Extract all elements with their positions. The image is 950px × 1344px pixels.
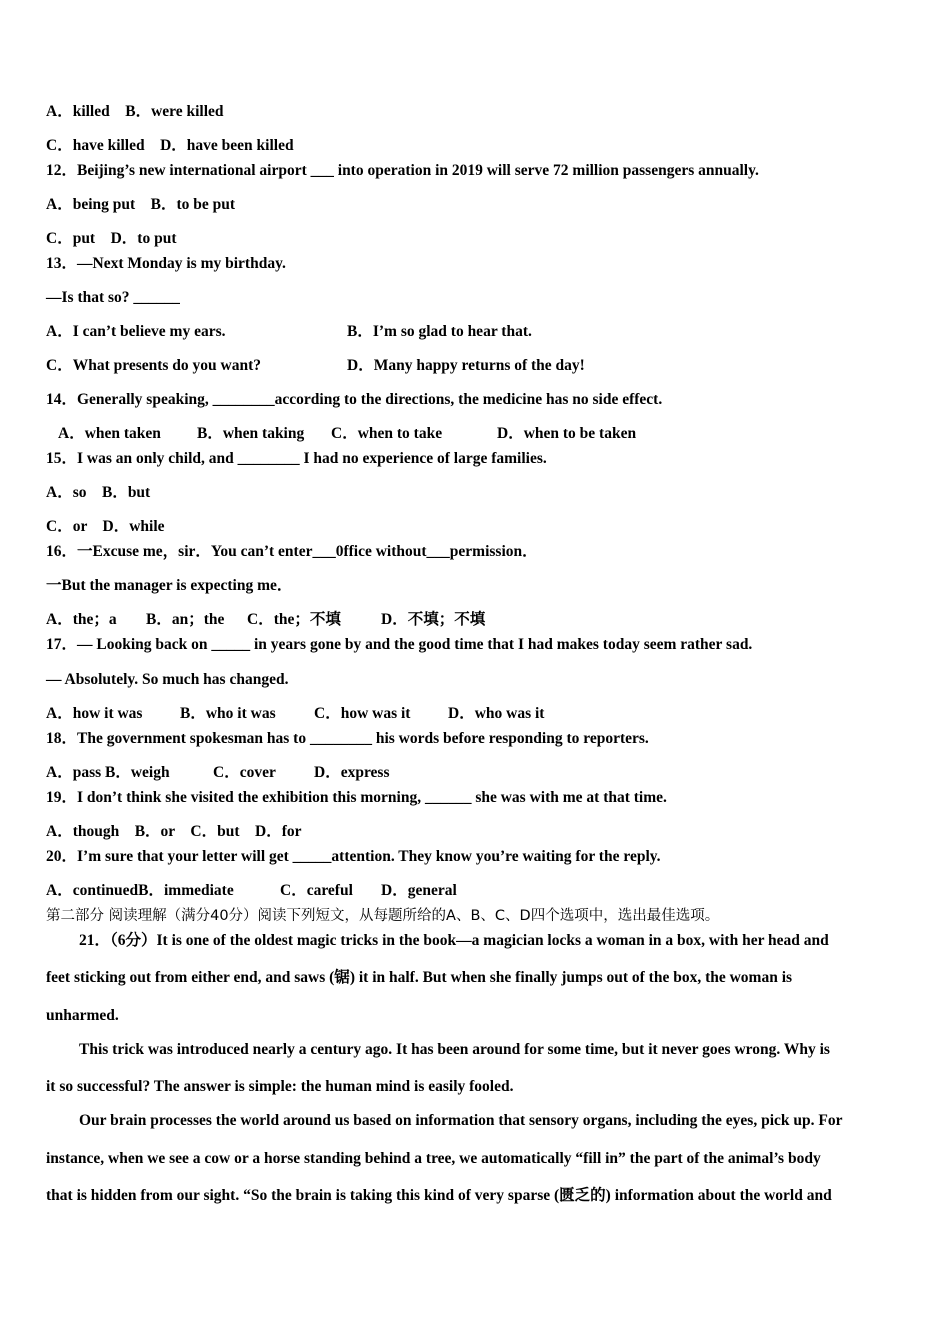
q20-option-ab: A．continuedB．immediate [46,882,234,899]
q13-stem: 13．—Next Monday is my birthday. [46,255,286,272]
passage-p3-line3: that is hidden from our sight. “So the brain is taking this kind of very sparse (匮乏的) information about the world and [46,1187,832,1204]
q11-options-row1: A．killed B．were killed [46,103,224,120]
q15-stem: 15．I was an only child, and ________ I had no experience of large families. [46,450,547,467]
passage-p1-line3: unharmed. [46,1007,119,1024]
q17-reply: — Absolutely. So much has changed. [46,671,289,688]
q13-option-d: D．Many happy returns of the day! [347,357,585,374]
q13-option-b: B．I’m so glad to hear that. [347,323,532,340]
q17-option-b: B．who it was [180,705,276,722]
q17-stem: 17．— Looking back on _____ in years gone by and the good time that I had makes today seem rather sad. [46,636,753,653]
q12-stem: 12．Beijing’s new international airport ___ into operation in 2019 will serve 72 million passengers annually. [46,162,759,179]
q16-option-a: A．the；a [46,611,117,628]
q15-options-row1: A．so B．but [46,484,151,501]
q17-option-d: D．who was it [448,705,545,722]
q16-reply: 一But the manager is expecting me． [46,577,293,594]
q19-options-row: A．though B．or C．but D．for [46,823,302,840]
passage-p1-line1: 21．（6分）It is one of the oldest magic tricks in the book—a magician locks a woman in a box, with her head and [79,932,829,949]
passage-p2-line1: This trick was introduced nearly a century ago. It has been around for some time, but it never goes wrong. Why is [79,1041,830,1058]
q14-option-b: B．when taking [197,425,305,442]
q13-reply: —Is that so? ______ [46,289,180,306]
q19-stem: 19．I don’t think she visited the exhibition this morning, ______ she was with me at that time. [46,789,667,806]
q12-options-row1: A．being put B．to be put [46,196,236,213]
q18-stem: 18．The government spokesman has to ________ his words before responding to reporters. [46,730,649,747]
q12-options-row2: C．put D．to put [46,230,177,247]
q13-option-a: A．I can’t believe my ears. [46,323,226,340]
q14-stem: 14．Generally speaking, ________according to the directions, the medicine has no side effect. [46,391,663,408]
q18-option-d: D．express [314,764,390,781]
q11-options-row2: C．have killed D．have been killed [46,137,294,154]
passage-p1-line2: feet sticking out from either end, and saws (锯) it in half. But when she finally jumps out of the box, the woman is [46,969,793,986]
q18-option-c: C．cover [213,764,276,781]
q16-option-b: B．an；the [146,611,225,628]
q14-option-d: D．when to be taken [497,425,637,442]
q16-option-c: C．the；不填 [247,611,341,628]
q20-option-c: C．careful [280,882,353,899]
q20-stem: 20．I’m sure that your letter will get _____attention. They know you’re waiting for the reply. [46,848,661,865]
passage-p2-line2: it so successful? The answer is simple: the human mind is easily fooled. [46,1078,514,1095]
q17-option-a: A．how it was [46,705,143,722]
passage-p3-line2: instance, when we see a cow or a horse standing behind a tree, we automatically “fill in” the part of the animal’s body [46,1150,821,1167]
q13-option-c: C．What presents do you want? [46,357,262,374]
q14-option-c: C．when to take [331,425,443,442]
q20-option-d: D．general [381,882,457,899]
q18-option-ab: A．pass B．weigh [46,764,170,781]
q16-option-d: D．不填；不填 [381,611,486,628]
q14-option-a: A．when taken [58,425,161,442]
q17-option-c: C．how was it [314,705,411,722]
passage-p3-line1: Our brain processes the world around us based on information that sensory organs, including the eyes, pick up. For [79,1112,843,1129]
q15-options-row2: C．or D．while [46,518,165,535]
section2-heading: 第二部分 阅读理解（满分40分）阅读下列短文，从每题所给的A、B、C、D四个选项中，选出最佳选项。 [46,908,720,924]
q16-stem: 16．一Excuse me，sir．You can’t enter___0ffice without___permission． [46,543,538,560]
